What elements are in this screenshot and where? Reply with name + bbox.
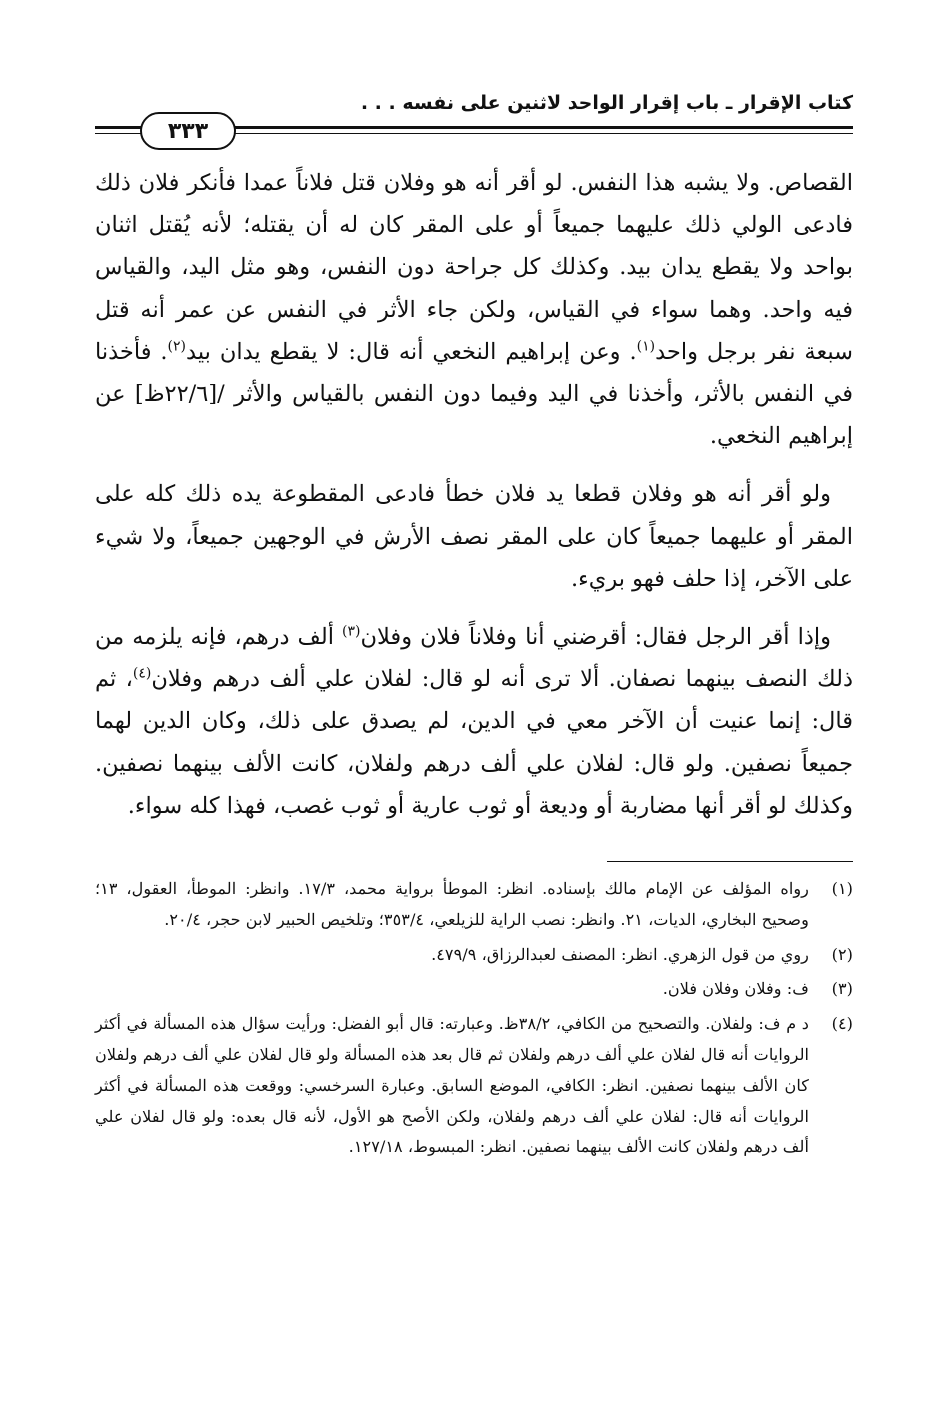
- paragraph-1-part-b: . وعن إبراهيم النخعي أنه قال: لا يقطع يدان بيد: [186, 338, 637, 365]
- book-page: [95, 78, 853, 1368]
- footnote-item: [95, 974, 853, 1005]
- footnote-ref-1: (١): [636, 338, 656, 355]
- footnote-item: [95, 940, 853, 971]
- paragraph-2: ولو أقر أنه هو وفلان قطعا يد فلان خطأ فادعى المقطوعة يده ذلك كله على المقر أو عليهما جميعاً كان على المقر نصف الأرش في الوجهين جميعاً، ولا شيء على الآخر، إذا حلف فهو بريء.: [95, 481, 853, 592]
- paragraph-3: [95, 616, 853, 827]
- footnote-item: [95, 1009, 853, 1163]
- footnote-ref-3: (٣): [342, 623, 361, 640]
- footnote-number: (٣): [831, 979, 853, 999]
- footnote-text: رواه المؤلف عن الإمام مالك بإسناده. انظر: الموطأ برواية محمد، ١٧/٣. وانظر: الموطأ، العقول، ١٣؛ وصحيح البخاري، الديات، ٢١. وانظر: نصب الراية للزيلعي، ٣٥٣/٤؛ وتلخيص الحبير لابن حجر، ٢٠/٤.: [95, 879, 809, 929]
- footnote-number: (٤): [831, 1014, 853, 1034]
- main-text: [95, 162, 853, 827]
- footnote-item: [95, 874, 853, 936]
- paragraph-3-part-b: ألف درهم، فإنه يلزمه من ذلك النصف بينهما نصفان. ألا ترى أنه لو قال: لفلان علي ألف درهم وفلان: [95, 624, 853, 693]
- footnote-ref-2: (٢): [167, 338, 187, 355]
- paragraph-3-part-c: ، ثم قال: إنما عنيت أن الآخر معي في الدين، لم يصدق على ذلك، وكان الدين لهما جميعاً نصفين. ولو قال: لفلان علي ألف درهم ولفلان، كانت الألف بينهما نصفين. وكذلك لو أقر أنها مضاربة أو وديعة أو ثوب عارية أو ثوب غصب، فهذا كله سواء.: [95, 666, 853, 819]
- footnotes: [95, 874, 853, 1163]
- footnote-number: (١): [831, 879, 853, 899]
- paragraph-1-part-a: القصاص. ولا يشبه هذا النفس. لو أقر أنه هو وفلان قتل فلاناً عمدا فأنكر فلان ذلك فادعى الولي ذلك عليهما جميعاً أو على المقر كان له أن يقتله؛ لأنه يُقتل اثنان بواحد ولا يقطع يدان بيد. وكذلك كل جراحة دون النفس، وهو مثل اليد، والقياس فيه واحد. وهما سواء في القياس، ولكن جاء الأثر في النفس عن عمر أنه قتل سبعة نفر برجل واحد: [95, 170, 853, 365]
- page-number: ٣٣٣: [140, 112, 236, 150]
- footnote-ref-4: (٤): [132, 665, 152, 682]
- paragraph-1-part-c: . فأخذنا في النفس بالأثر، وأخذنا في اليد وفيما دون النفس بالقياس والأثر /[٢٢/٦ظ] عن إبراهيم النخعي.: [95, 338, 853, 450]
- page-header: [95, 78, 853, 148]
- footnote-text: د م ف: ولفلان. والتصحيح من الكافي، ٣٨/٢ظ. وعبارته: قال أبو الفضل: ورأيت سؤال هذه المسألة في أكثر الروايات أنه قال لفلان علي ألف درهم ولفلان ثم قال بعد هذه المسألة ولو قال لفلان علي ألف درهم ولفلان كان الألف بينهما نصفين. انظر: الكافي، الموضع السابق. وعبارة السرخسي: ووقعت هذه المسألة في أكثر الروايات أنه قال: لفلان علي ألف درهم ولفلان، ولكن الأصح هو الأول، لأنه قال بعده: ولو قال لفلان علي ألف درهم ولفلان كانت الألف بينهما نصفين. انظر: المبسوط، ١٢٧/١٨.: [95, 1014, 809, 1157]
- paragraph-1: [95, 162, 853, 457]
- footnote-text: روي من قول الزهري. انظر: المصنف لعبدالرزاق، ٤٧٩/٩.: [431, 944, 809, 964]
- footnote-separator: [607, 861, 853, 862]
- footnote-number: (٢): [831, 944, 853, 964]
- paragraph-3-part-a: وإذا أقر الرجل فقال: أقرضني أنا وفلاناً فلان وفلان: [360, 624, 831, 651]
- running-title: كتاب الإقرار ـ باب إقرار الواحد لاثنين على نفسه . . .: [360, 92, 853, 114]
- footnote-text: ف: وفلان وفلان فلان.: [662, 979, 809, 999]
